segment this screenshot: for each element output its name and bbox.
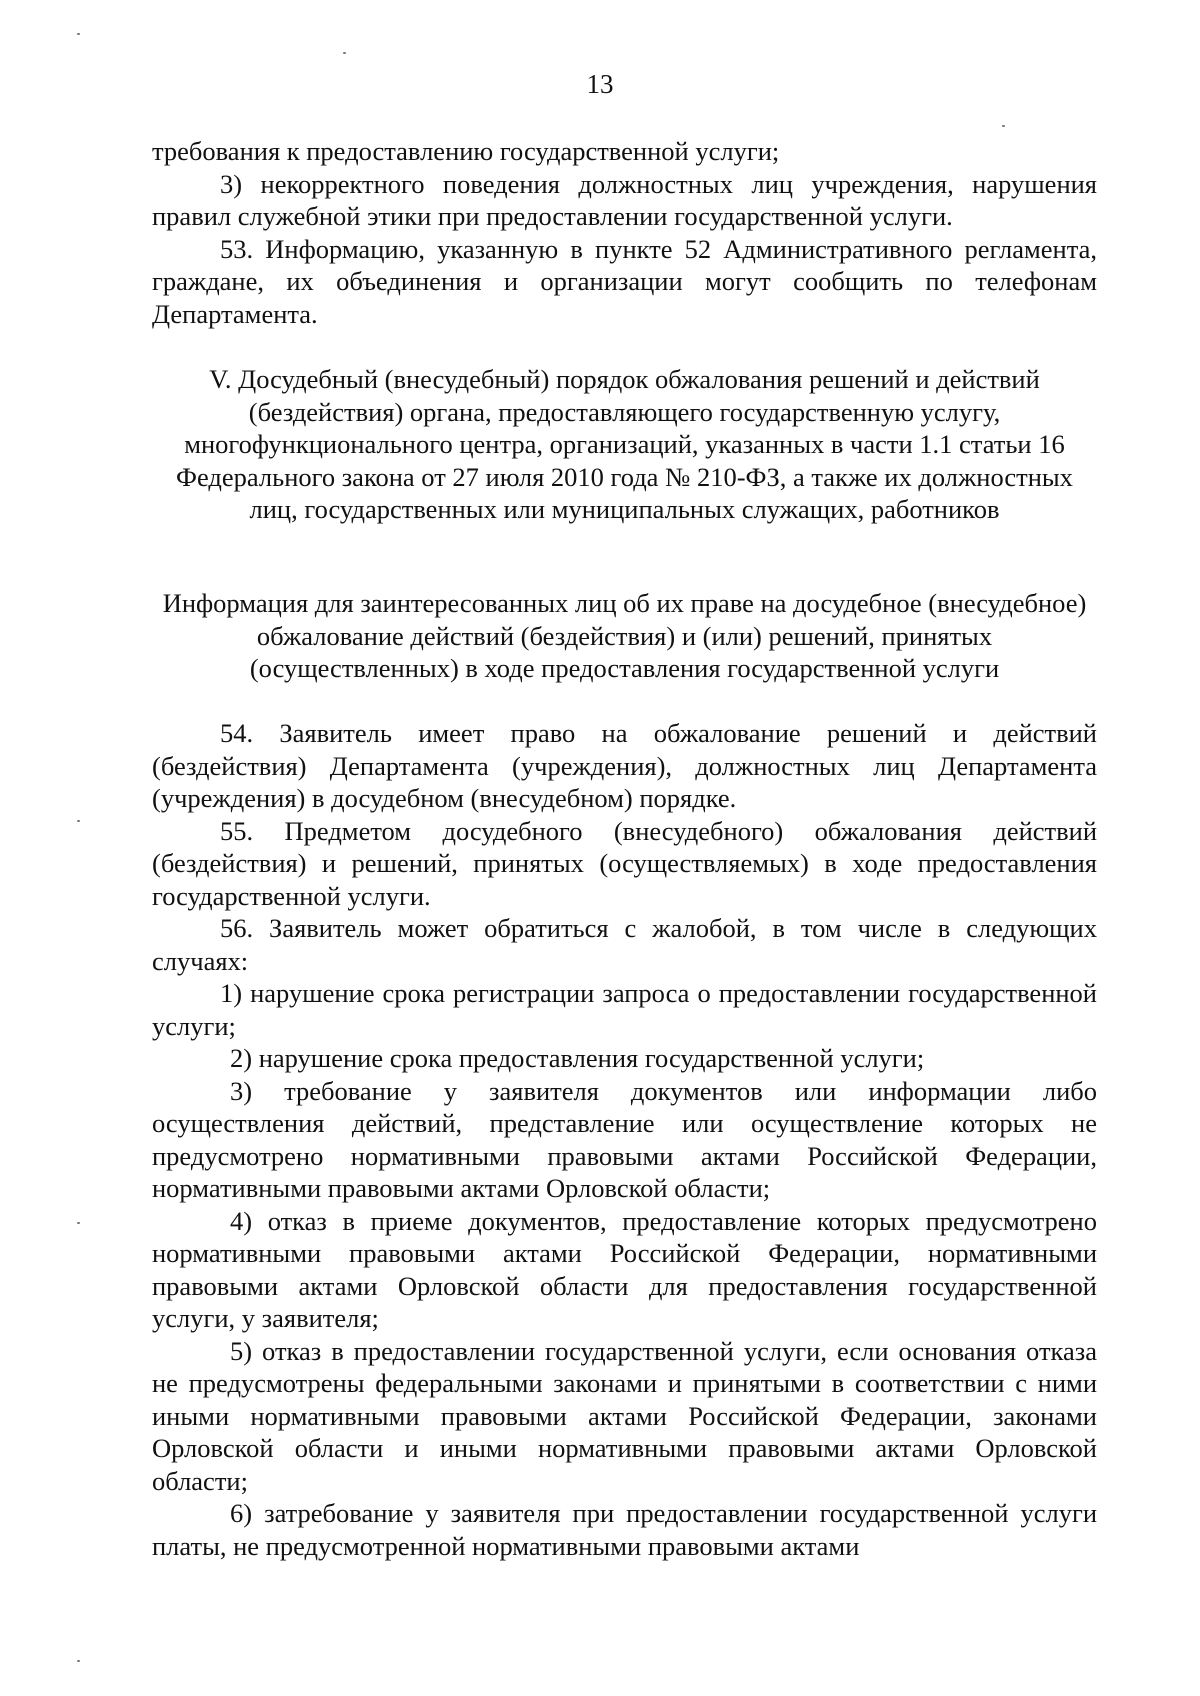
paragraph-53: 53. Информацию, указанную в пункте 52 Административного регламента, граждане, их объединения и организации могут сообщить по телефонам Департамента. (152, 233, 1097, 329)
list-item-6: 6) затребование у заявителя при предоставлении государственной услуги платы, не предусмотренной нормативными правовыми актами (152, 1498, 1097, 1561)
paragraph-55: 55. Предметом досудебного (внесудебного) обжалования действий (бездействия) и решений, принятых (осуществляемых) в ходе предоставления государственной услуги. (152, 815, 1097, 911)
scan-speck (77, 1222, 80, 1224)
section-heading: V. Досудебный (внесудебный) порядок обжалования решений и действий (бездействия) органа, предоставляющего государственную услугу, многофункционального центра, организаций, указанных в части 1.1 статьи 16 Федерального закона от 27 июля 2010 года № 210-ФЗ, а также их должностных лиц, государственных или муниципальных служащих, работников (176, 364, 1073, 524)
paragraph-continuation: требования к предоставлению государственной услуги; (152, 136, 780, 166)
list-item-3: 3) требование у заявителя документов или информации либо осуществления действий, представление или осуществление которых не предусмотрено нормативными правовыми актами Российской Федерации, нормативными правовыми актами Орловской области; (152, 1075, 1097, 1203)
paragraph-54: 54. Заявитель имеет право на обжалование решений и действий (бездействия) Департамента (учреждения), должностных лиц Департамента (учреждения) в досудебном (внесудебном) порядке. (152, 718, 1097, 813)
subheading-block (152, 587, 1097, 685)
section-heading-block (152, 363, 1097, 526)
paragraph-56: 56. Заявитель может обратиться с жалобой, в том числе в следующих случаях: (152, 913, 1097, 976)
list-item-5: 5) отказ в предоставлении государственной услуги, если основания отказа не предусмотрены федеральными законами и принятыми в соответствии с ними иными нормативными правовыми актами Российской Федерации, законами Орловской области и иными нормативными правовыми актами Орловской области; (152, 1335, 1097, 1496)
list-item-4: 4) отказ в приеме документов, предоставление которых предусмотрено нормативными правовыми актами Российской Федерации, нормативными правовыми актами Орловской области для предоставления государственной услуги, у заявителя; (152, 1205, 1097, 1333)
top-section (152, 135, 1097, 330)
subheading: Информация для заинтересованных лиц об их праве на досудебное (внесудебное) обжалование действий (бездействия) и (или) решений, принятых (осуществленных) в ходе предоставления государственной услуги (162, 588, 1087, 683)
page-number: 13 (586, 69, 614, 99)
list-item-1: 1) нарушение срока регистрации запроса о предоставлении государственной услуги; (152, 978, 1097, 1041)
scan-speck (1002, 125, 1005, 127)
scan-speck (77, 1660, 80, 1662)
scan-speck (77, 33, 80, 35)
paragraph-item-3: 3) некорректного поведения должностных лиц учреждения, нарушения правил служебной этики при предоставлении государственной услуги. (152, 168, 1097, 231)
scan-speck (343, 52, 346, 54)
scan-speck (77, 820, 80, 822)
list-item-2: 2) нарушение срока предоставления государственной услуги; (230, 1043, 925, 1073)
body-section (152, 717, 1097, 1562)
